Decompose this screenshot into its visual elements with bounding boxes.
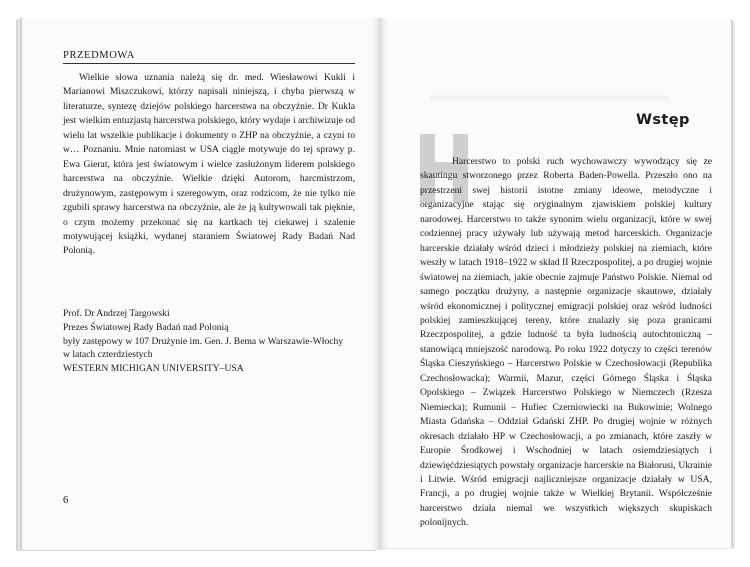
signature-line-2: były zastępowy w 107 Drużynie im. Gen. J. Bema w Warszawie-Włochy: [63, 335, 344, 347]
chapter-title: Wstęp: [636, 112, 690, 128]
signature-name: Prof. Dr Andrzej Targowski: [63, 308, 170, 319]
foreword-paragraph: Wielkie słowa uznania należą się dr. med. Wiesławowi Kukli i Marianowi Miszczukowi, którzy napisali niniejszą, i chyba pierwszą w literaturze, syntezę dziejów polskiego harcerstwa na obczyźnie. Dr Kukla jest wielkim entuzjastą harcerstwa polskiego, który wydaje i archiwizuje od wielu lat wszelkie publikacje i dokumenty o ZHP na obczyźnie, a czyni to w… Poznaniu. Mnie natomiast w USA ciągle motywuje do tej sprawy p. Ewa Gierat, która jest światowym i wielce zasłużonym liderem polskiego harcerstwa na obczyźnie. Wielkie dzięki Autorom, harcmistrzom, drużynowym, zastępowym i szeregowym, oraz rodzicom, że nie tylko nie zgubili sprawy harcerstwa na obczyźnie, ale że ją kultywowali tak pięknie, o czym możemy przekonać się na kartkach tej ciekawej i szalenie motywującej książki, wydanej staraniem Światowej Rady Badań Nad Polonią.: [63, 72, 355, 257]
page-number: 6: [63, 495, 69, 506]
header-rule: [63, 63, 355, 64]
signature-line-1: Prezes Światowej Rady Badań nad Polonią: [63, 321, 229, 333]
introduction-body: [420, 155, 712, 531]
running-head: PRZEDMOWA: [63, 50, 135, 61]
foreword-signature: [63, 307, 363, 376]
signature-line-4: WESTERN MICHIGAN UNIVERSITY–USA: [63, 363, 244, 375]
introduction-paragraph: Harcerstwo to polski ruch wychowawczy wywodzący się ze skautingu stworzonego przez Roberta Baden-Powella. Przeszło ono na przestrzeni swej historii istotne zmiany ideowe, metodyczne i organizacyjne stając się oryginalnym zjawiskiem polskiej kultury narodowej. Harcerstwo to także synonim wielu organizacji, które w swej codziennej pracy używały lub używają metod harcerskich. Organizacje harcerskie działały wśród dzieci i młodzieży polskiej na ziemiach, które weszły w latach 1918–1922 w skład II Rzeczpospolitej, a po drugiej wojnie światowej na ziemiach, jakie obecnie zajmuje Państwo Polskie. Niemal od samego początku drużyny, a następnie organizacje skautowe, działały wśród ekonomicznej i politycznej emigracji polskiej oraz wśród ludności polskiej zamieszkującej tereny, które znalazły się poza granicami Rzeczpospolitej, a gdzie ludność ta była ludnością autochtoniczną – stanowiącą mniejszość narodową. Po roku 1922 dotyczy to części terenów Śląska Cieszyńskiego – Harcerstwo Polskie w Czechosłowacji (Republika Czechosłowacka); Warmii, Mazur, części Górnego Śląska i Śląska Opolskiego – Związek Harcerstwo Polskiego w Niemczech (Rzesza Niemiecka); Rumunii – Hufiec Czerniowiecki na Bukowinie; Wolnego Miasta Gdańska – Oddział Gdański ZHP. Po drugiej wojnie w różnych okresach działało HP w Czechosłowacji, a po zmianach, które zaszły w Europie Środkowej i Wschodniej w latach osiemdziesiątych i dziewięćdziesiątych powstały organizacje harcerskie na Białorusi, Ukrainie i Litwie. Wśród emigracji najliczniejsze organizacje działały w USA, Francji, a po drugiej wojnie także w Wielkiej Brytanii. Współcześnie harcerstwo działa niemal we wszystkich większych skupiskach polonijnych.: [420, 156, 712, 529]
foreword-body: [63, 71, 355, 259]
signature-line-3: w latach czterdziestych: [63, 349, 153, 361]
